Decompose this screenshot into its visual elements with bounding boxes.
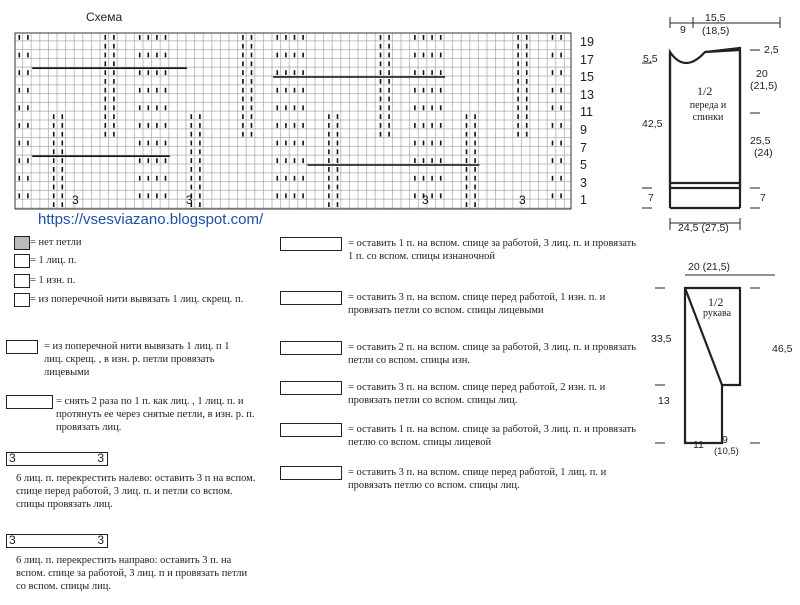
front-top-left: 9 (680, 24, 686, 36)
knitting-chart (14, 32, 574, 212)
cable-count: 3 (9, 533, 16, 547)
legend-symbol-no-stitch (14, 236, 30, 250)
row-number: 11 (580, 105, 593, 120)
legend-text-no-stitch: = нет петли (30, 237, 82, 248)
front-top-right: 15,5 (705, 12, 726, 24)
front-neck: 5,5 (643, 53, 658, 65)
legend-symbol-m1 (14, 293, 30, 307)
front-armhole2: (21,5) (750, 80, 778, 92)
legend-text-cable-left: 6 лиц. п. перекрестить налево: оставить 3 п на вспом. спице перед работой, 3 лиц. п. и петли со вспом. спицы провязать лиц. (16, 473, 256, 510)
row-number: 3 (580, 175, 587, 190)
sleeve-bottom-left: 11 (693, 439, 704, 451)
legend-symbol-r6 (280, 466, 342, 480)
legend-symbol-inc2 (6, 340, 38, 354)
legend-symbol-knit (14, 254, 30, 268)
legend-text-purl: = 1 изн. п. (30, 275, 76, 286)
legend-text-inc2: = из поперечной нити вывязать 1 лиц. п 1 лиц. скрещ. , в изн. р. петли провязать лицевыми (44, 341, 230, 378)
sleeve-schematic (630, 255, 800, 460)
sleeve-sub: рукава (703, 308, 732, 319)
legend-text-r6: = оставить 3 п. на вспом. спице перед работой, 1 лиц. п. и провязать петлю со вспом. спицы лиц. (348, 467, 607, 491)
legend-symbol-cable-right (6, 534, 108, 548)
row-number: 1 (580, 193, 587, 208)
cable-count: 3 (97, 451, 104, 465)
legend-symbol-purl (14, 274, 30, 288)
row-number: 15 (580, 70, 594, 85)
cable-count: 3 (97, 533, 104, 547)
row-number: 19 (580, 35, 594, 49)
legend-text-cable-right: 6 лиц. п. перекрестить направо: оставить 3 п. на вспом. спице за работой, 3 лиц. п и провязать петли со вспом. спицы лиц. (16, 555, 248, 592)
front-width: 24,5 (27,5) (678, 222, 729, 234)
sleeve-cuff: 13 (658, 395, 670, 407)
front-sub: переда и спинки (689, 100, 727, 123)
legend-text-r3: = оставить 2 п. на вспом. спице за работой, 3 лиц. п. и провязать петли со вспом. спицы изн. (348, 342, 637, 366)
legend-text-r4: = оставить 3 п. на вспом. спице перед работой, 2 изн. п. и провязать петли со вспом. спицы лиц. (348, 382, 606, 406)
cable-label: 3 (422, 193, 429, 207)
legend-text-r2: = оставить 3 п. на вспом. спице перед работой, 1 изн. п. и провязать петли со вспом. спицы лицевыми (348, 292, 606, 316)
front-side2: (24) (754, 147, 773, 159)
row-number: 5 (580, 158, 587, 173)
front-height: 42,5 (642, 118, 663, 130)
row-number: 17 (580, 52, 594, 67)
legend-text-r1: = оставить 1 п. на вспом. спице за работой, 3 лиц. п. и провязать 1 п. со вспом. спицы изнаночной (348, 238, 637, 262)
front-armhole: 20 (756, 68, 768, 80)
row-number: 7 (580, 140, 587, 155)
sleeve-label: 1/2 (708, 295, 724, 309)
legend-symbol-dec (6, 395, 53, 409)
front-top-right2: (18,5) (702, 25, 730, 37)
legend-symbol-r2 (280, 291, 342, 305)
front-rib-right: 7 (760, 192, 766, 204)
front-side: 25,5 (750, 135, 771, 147)
legend-symbol-r3 (280, 341, 342, 355)
cable-label: 3 (186, 193, 193, 207)
row-number: 13 (580, 87, 594, 102)
legend-text-dec: = снять 2 раза по 1 п. как лиц. , 1 лиц. п. и протянуть ее через снятые петли, в изн. р. п. провязать лиц. (56, 396, 255, 433)
sleeve-right-height: 46,5 (772, 343, 793, 355)
chart-title: Схема (86, 10, 123, 24)
sleeve-top: 20 (21,5) (688, 261, 731, 273)
front-shoulder: 2,5 (764, 44, 779, 56)
legend-text-m1: = из поперечной нити вывязать 1 лиц. скрещ. п. (30, 294, 244, 305)
sleeve-left-height: 33,5 (651, 333, 672, 345)
sleeve-bottom-right: 9 (722, 434, 728, 446)
sleeve-bottom-right2: (10,5) (714, 446, 739, 457)
legend-symbol-r4 (280, 381, 342, 395)
front-label: 1/2 (697, 84, 713, 98)
row-number: 9 (580, 123, 587, 137)
source-url[interactable]: https://vsesviazano.blogspot.com/ (38, 211, 264, 228)
legend-symbol-r1 (280, 237, 342, 251)
cable-label: 3 (519, 193, 526, 207)
legend-symbol-r5 (280, 423, 342, 437)
legend-text-r5: = оставить 1 п. на вспом. спице за работой, 3 лиц. п. и провязать петлю со вспом. спицы лицевой (348, 424, 637, 448)
legend-text-knit: = 1 лиц. п. (30, 255, 77, 266)
cable-label: 3 (72, 193, 79, 207)
legend-symbol-cable-left (6, 452, 108, 466)
cable-count: 3 (9, 451, 16, 465)
front-rib-left: 7 (648, 192, 654, 204)
